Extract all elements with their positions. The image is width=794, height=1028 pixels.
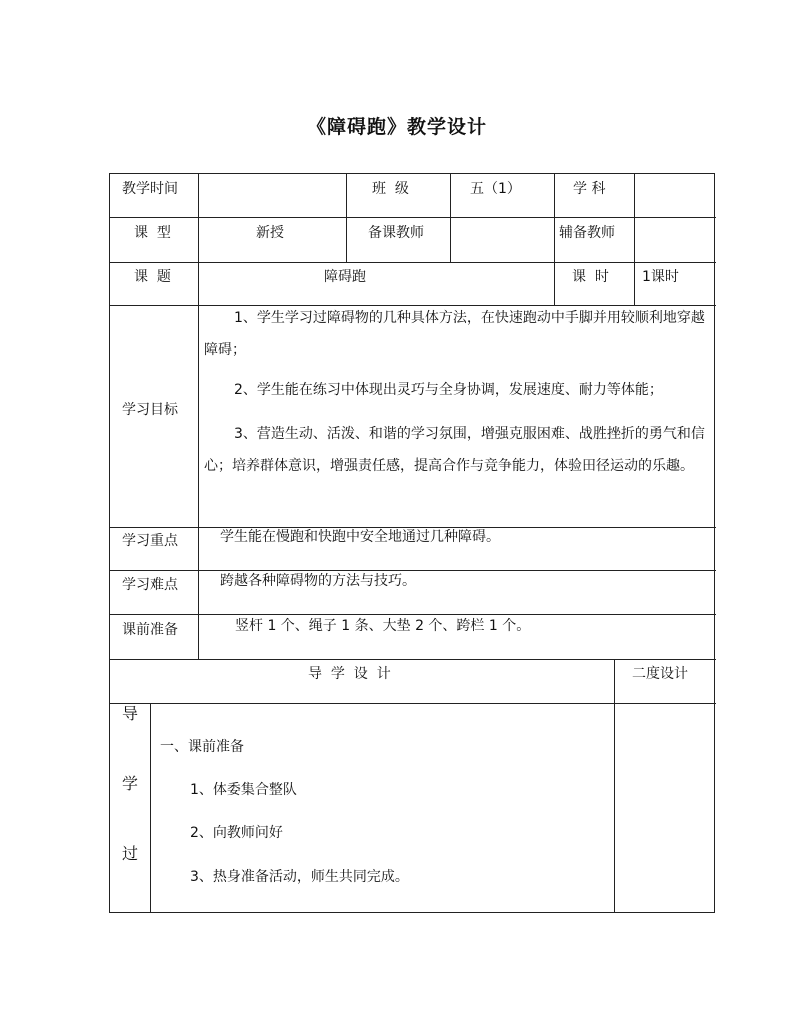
hours-label: 课 时 — [572, 269, 609, 285]
guide-side-char: 导 — [122, 704, 139, 723]
column-divider — [634, 174, 635, 305]
teacher-label: 备课教师 — [368, 225, 424, 241]
key-point-value: 学生能在慢跑和快跑中安全地通过几种障碍。 — [220, 529, 500, 545]
goal-item: 3、营造生动、活泼、和谐的学习氛围，增强克服困难、战胜挫折的勇气和信心；培养群体意识，增强责任感，提高合作与竞争能力，体验田径运动的乐趣。 — [204, 426, 705, 474]
section-title: 一、课前准备 — [160, 739, 244, 755]
type-value: 新授 — [256, 225, 284, 241]
subject-label: 学 科 — [573, 181, 606, 197]
step-item: 1、体委集合整队 — [190, 782, 297, 798]
guide-header: 导 学 设 计 — [308, 666, 391, 682]
step-item: 3、热身准备活动，师生共同完成。 — [190, 869, 409, 885]
column-divider — [346, 174, 347, 262]
row-divider — [110, 262, 716, 263]
column-divider — [150, 703, 151, 913]
hours-value: 1课时 — [642, 269, 679, 285]
preparation-label: 课前准备 — [122, 622, 178, 638]
assistant-label: 辅备教师 — [559, 225, 615, 241]
row-divider — [110, 570, 716, 571]
difficulty-label: 学习难点 — [122, 577, 178, 593]
step-item: 2、向教师问好 — [190, 825, 283, 841]
guide-side-char: 过 — [122, 844, 139, 863]
row-divider — [110, 217, 716, 218]
second-design-label: 二度设计 — [632, 666, 688, 682]
difficulty-value: 跨越各种障碍物的方法与技巧。 — [220, 573, 416, 589]
column-divider — [450, 174, 451, 262]
topic-label: 课 题 — [134, 269, 171, 285]
goals-label: 学习目标 — [122, 402, 178, 418]
goal-item: 1、学生学习过障碍物的几种具体方法，在快速跑动中手脚并用较顺利地穿越障碍； — [204, 310, 705, 358]
class-label: 班 级 — [372, 181, 409, 197]
column-divider — [614, 659, 615, 913]
key-point-label: 学习重点 — [122, 533, 178, 549]
row-divider — [110, 659, 716, 660]
topic-value: 障碍跑 — [324, 269, 366, 285]
page-title: 《障碍跑》教学设计 — [306, 116, 487, 138]
row-divider — [110, 614, 716, 615]
column-divider — [198, 174, 199, 659]
guide-side-char: 学 — [122, 774, 139, 793]
row-divider — [110, 703, 716, 704]
preparation-value: 竖杆 1 个、绳子 1 条、大垫 2 个、跨栏 1 个。 — [235, 618, 531, 634]
column-divider — [554, 174, 555, 305]
time-label: 教学时间 — [122, 181, 178, 197]
class-value: 五（1） — [470, 181, 521, 197]
goal-item: 2、学生能在练习中体现出灵巧与全身协调，发展速度、耐力等体能； — [234, 382, 663, 398]
lesson-plan-table — [109, 173, 715, 913]
type-label: 课 型 — [134, 225, 171, 241]
